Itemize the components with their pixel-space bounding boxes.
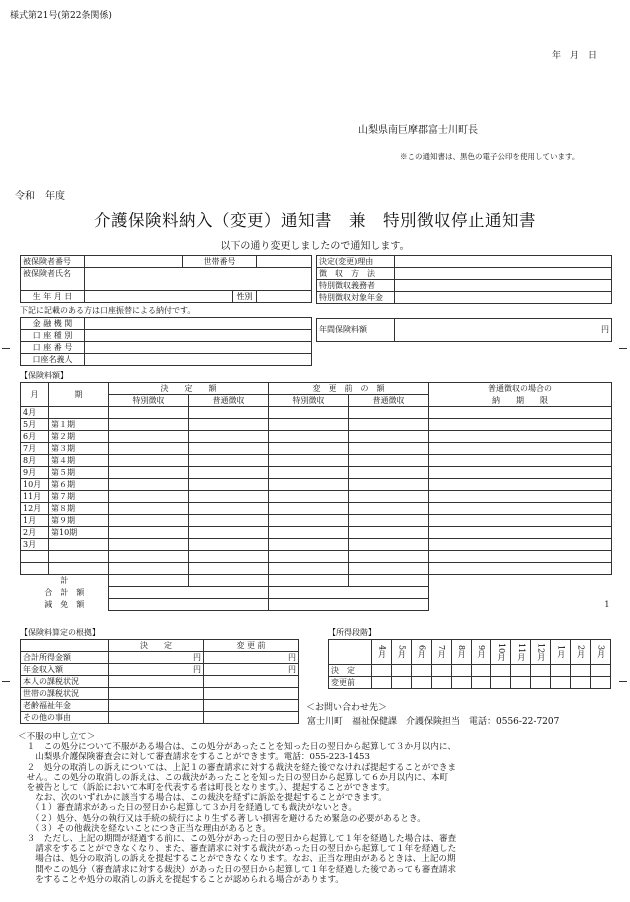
premium-row-cell — [429, 431, 612, 443]
basis-row-label: 老齢福祉年金 — [21, 700, 109, 712]
income-before-cell — [571, 677, 591, 689]
basis-row — [21, 700, 299, 712]
basis-row-unit — [109, 712, 204, 724]
account-number-label: 口 座 番 号 — [21, 342, 85, 354]
annual-premium-unit: 円 — [395, 319, 612, 342]
appeal-note-line: 場合は、処分の取消しの訴えを提起することができなくなります。なお、正当な理由があるときは、上記の期 — [18, 854, 456, 865]
before-normal-header: 普通徴収 — [349, 395, 429, 407]
premium-row — [21, 479, 612, 491]
income-before-cell — [531, 677, 551, 689]
premium-row-cell — [109, 419, 189, 431]
premium-row-period: 第６期 — [49, 479, 109, 491]
premium-row-cell — [189, 479, 269, 491]
premium-row-cell — [269, 407, 349, 419]
premium-row-period: 第７期 — [49, 491, 109, 503]
birth-date-label: 生 年 月 日 — [21, 291, 85, 303]
premium-row-cell — [269, 467, 349, 479]
premium-row-period: 第10期 — [49, 527, 109, 539]
insured-number-label: 被保険者番号 — [21, 256, 85, 268]
premium-row-month: 4月 — [21, 407, 49, 419]
insured-table — [20, 255, 312, 303]
decision-table — [316, 255, 612, 304]
basis-table — [20, 639, 299, 724]
premium-row-cell — [189, 455, 269, 467]
income-before-label: 変更前 — [329, 677, 372, 689]
premium-row-cell — [109, 515, 189, 527]
before-special-header: 特別徴収 — [269, 395, 349, 407]
premium-row-cell — [189, 419, 269, 431]
basis-row-label: 世帯の課税状況 — [21, 688, 109, 700]
premium-row — [21, 419, 612, 431]
month-header: 月 — [21, 383, 49, 407]
income-decided-cell — [511, 665, 531, 677]
contact-heading: ＜お問い合わせ先＞ — [306, 703, 388, 713]
bank-institution-label: 金 融 機 関 — [21, 318, 85, 330]
account-type-label: 口 座 種 別 — [21, 330, 85, 342]
premium-row-cell — [109, 467, 189, 479]
basis-row-unit — [109, 688, 204, 700]
insured-name-label: 被保険者氏名 — [21, 268, 85, 280]
premium-row-cell — [109, 491, 189, 503]
premium-row-cell — [189, 467, 269, 479]
bank-table — [20, 317, 312, 366]
income-decided-cell — [571, 665, 591, 677]
premium-row-cell — [189, 515, 269, 527]
premium-row-cell — [269, 527, 349, 539]
appeal-heading: ＜不服の申し立て＞ — [18, 732, 96, 742]
premium-table — [20, 382, 612, 611]
premium-row-period — [49, 407, 109, 419]
premium-row-cell — [429, 527, 612, 539]
income-month-header — [551, 640, 571, 665]
annual-premium-table — [316, 318, 612, 342]
basis-before-header: 変 更 前 — [204, 640, 299, 652]
premium-row-cell — [429, 419, 612, 431]
premium-row-month: 2月 — [21, 527, 49, 539]
decided-normal-header: 普通徴収 — [189, 395, 269, 407]
premium-row-cell — [349, 527, 429, 539]
premium-row-cell — [189, 407, 269, 419]
premium-row-cell — [429, 443, 612, 455]
income-month-label: 1月 — [556, 645, 566, 659]
appeal-note-line: （２）処分、処分の執行又は手続の続行により生ずる著しい損害を避けるため緊急の必要があるとき。 — [18, 813, 426, 824]
income-before-cell — [551, 677, 571, 689]
basis-row-label: その他の事由 — [21, 712, 109, 724]
income-month-header — [431, 640, 451, 665]
premium-row-month: 7月 — [21, 443, 49, 455]
appeal-note-line: ３ ただし、上記の期間が経過する前に、この処分があった日の翌日から起算して１年を経過した場合は、審査 — [18, 834, 457, 845]
income-month-header — [372, 640, 392, 665]
appeal-note-line: 間やこの処分（審査請求に対する裁決）があった日の翌日から起算して１年を経過した後であっても審査請求 — [18, 864, 457, 875]
appeal-note-line: １ この処分について不服がある場合は、この処分があったことを知った日の翌日から起算して３か月以内に、 — [18, 742, 457, 753]
income-month-header — [451, 640, 471, 665]
income-month-label: 9月 — [476, 645, 486, 659]
income-decided-cell — [531, 665, 551, 677]
income-decided-cell — [551, 665, 571, 677]
bank-note: 下記に記載のある方は口座振替による納付です。 — [20, 306, 196, 315]
issue-date: 年 月 日 — [552, 51, 598, 61]
premium-row-cell — [429, 551, 612, 563]
basis-row-unit: 円 — [109, 664, 204, 676]
premium-row-period: 第８期 — [49, 503, 109, 515]
basis-row-unit — [204, 688, 299, 700]
premium-row-cell — [269, 515, 349, 527]
total-label: 合 計 額 — [21, 587, 109, 599]
premium-row — [21, 431, 612, 443]
appeal-notes — [18, 732, 623, 885]
basis-row-label: 合計所得金額 — [21, 652, 109, 664]
income-before-cell — [431, 677, 451, 689]
basis-row-unit: 円 — [204, 664, 299, 676]
income-before-cell — [491, 677, 511, 689]
income-decided-cell — [431, 665, 451, 677]
premium-row-period — [49, 563, 109, 575]
premium-row-month: 9月 — [21, 467, 49, 479]
premium-row-cell — [349, 455, 429, 467]
appeal-note-line: なお、次のいずれかに該当する場合は、この裁決を経ずに訴訟を提起することができます。 — [18, 793, 387, 804]
income-decided-cell — [471, 665, 491, 677]
before-amount-header: 変 更 前 の 額 — [269, 383, 429, 395]
collection-method-label: 徴 収 方 法 — [317, 268, 395, 280]
premium-row-month: 10月 — [21, 479, 49, 491]
basis-row — [21, 688, 299, 700]
premium-row-period: 第１期 — [49, 419, 109, 431]
income-month-header — [511, 640, 531, 665]
premium-row-cell — [349, 419, 429, 431]
premium-row-period — [49, 539, 109, 551]
premium-row-cell — [189, 491, 269, 503]
basis-row-unit — [204, 712, 299, 724]
premium-row-cell — [269, 455, 349, 467]
premium-row-cell — [269, 551, 349, 563]
contact-detail: 富士川町 福祉保健課 介護保険担当 電話：0556-22-7207 — [307, 717, 560, 727]
basis-row — [21, 676, 299, 688]
appeal-note-line: をすることや処分の取消しの訴えを提起することが認められる場合があります。 — [18, 874, 344, 885]
income-month-label: 3月 — [596, 645, 606, 659]
fold-mark-left-top — [2, 348, 10, 349]
premium-row-cell — [109, 443, 189, 455]
fold-mark-right-top — [619, 348, 627, 349]
income-decided-cell — [491, 665, 511, 677]
basis-row-label: 本人の課税状況 — [21, 676, 109, 688]
special-target-pension-label: 特別徴収対象年金 — [317, 292, 395, 304]
seal-note: ※この通知書は、黒色の電子公印を使用しています。 — [400, 152, 580, 161]
premium-row-cell — [349, 443, 429, 455]
basis-row-unit — [109, 676, 204, 688]
premium-row-cell — [109, 539, 189, 551]
premium-row-period: 第５期 — [49, 467, 109, 479]
sex-label: 性別 — [233, 291, 257, 303]
premium-row-cell — [189, 563, 269, 575]
deadline-header: 納 期 限 — [429, 395, 612, 407]
premium-row-month: 5月 — [21, 419, 49, 431]
decided-special-header: 特別徴収 — [109, 395, 189, 407]
appeal-note-line: （１）審査請求があった日の翌日から起算して３か月を経過しても裁決がないとき。 — [18, 803, 358, 814]
period-header: 期 — [49, 383, 109, 407]
income-section-label: 【所得段階】 — [328, 628, 376, 637]
premium-row — [21, 551, 612, 563]
premium-row-cell — [189, 539, 269, 551]
income-before-cell — [511, 677, 531, 689]
premium-row-cell — [349, 491, 429, 503]
income-month-header — [531, 640, 551, 665]
premium-row — [21, 515, 612, 527]
premium-row-cell — [109, 527, 189, 539]
premium-row-cell — [109, 479, 189, 491]
income-decided-cell — [391, 665, 411, 677]
basis-row-unit — [109, 700, 204, 712]
basis-row — [21, 652, 299, 664]
premium-row-cell — [429, 491, 612, 503]
premium-row-month: 8月 — [21, 455, 49, 467]
premium-row-cell — [429, 515, 612, 527]
income-month-label: 12月 — [536, 642, 546, 662]
premium-row — [21, 491, 612, 503]
income-before-cell — [391, 677, 411, 689]
income-decided-cell — [372, 665, 392, 677]
premium-row — [21, 443, 612, 455]
page-number: 1 — [604, 600, 610, 609]
premium-row-cell — [349, 515, 429, 527]
premium-row-cell — [269, 443, 349, 455]
income-month-label: 11月 — [516, 642, 526, 662]
premium-row-cell — [109, 503, 189, 515]
annual-premium-label: 年間保険料額 — [317, 319, 395, 342]
premium-row-month: 1月 — [21, 515, 49, 527]
income-before-cell — [451, 677, 471, 689]
premium-row-period — [49, 551, 109, 563]
basis-row — [21, 664, 299, 676]
form-number: 様式第21号(第22条関係) — [10, 11, 112, 21]
income-month-header — [571, 640, 591, 665]
premium-row-cell — [189, 551, 269, 563]
premium-row-cell — [349, 467, 429, 479]
income-month-label: 6月 — [417, 645, 427, 659]
premium-row-cell — [349, 551, 429, 563]
premium-row-cell — [109, 407, 189, 419]
premium-row-cell — [269, 491, 349, 503]
income-month-label: 2月 — [576, 645, 586, 659]
income-month-label: 4月 — [377, 645, 387, 659]
premium-row-cell — [349, 479, 429, 491]
premium-row-month: 11月 — [21, 491, 49, 503]
appeal-note-line: 請求をすることができなくなり、また、審査請求に対する裁決があった日の翌日から起算して１年を経過した — [18, 844, 457, 855]
issuer-name: 山梨県南巨摩郡富士川町長 — [358, 125, 478, 136]
appeal-note-line: ２ 処分の取消しの訴えについては、上記１の審査請求に対する裁決を経た後でなければ提起することができま — [18, 762, 457, 773]
income-decided-cell — [411, 665, 431, 677]
premium-row-month: 6月 — [21, 431, 49, 443]
premium-row-cell — [269, 503, 349, 515]
income-month-header — [590, 640, 610, 665]
fold-mark-left-bottom — [2, 681, 10, 682]
income-decided-cell — [590, 665, 610, 677]
premium-row-cell — [189, 431, 269, 443]
premium-row-month: 3月 — [21, 539, 49, 551]
premium-row — [21, 527, 612, 539]
special-obligor-label: 特別徴収義務者 — [317, 280, 395, 292]
basis-row-unit: 円 — [109, 652, 204, 664]
premium-row-cell — [429, 479, 612, 491]
reduction-label: 減 免 額 — [21, 599, 109, 611]
premium-row — [21, 467, 612, 479]
premium-row-cell — [429, 563, 612, 575]
appeal-note-line: せん。この処分の取消しの訴えは、この裁決があったことを知った日の翌日から起算して６か月以内に、本町 — [18, 772, 449, 783]
premium-row-cell — [269, 419, 349, 431]
premium-row-cell — [189, 443, 269, 455]
premium-row-cell — [269, 563, 349, 575]
ordinary-case-header: 普通徴収の場合の — [429, 383, 612, 395]
premium-row-cell — [429, 503, 612, 515]
page-title: 介護保険料納入（変更）通知書 兼 特別徴収停止通知書 — [94, 211, 536, 230]
premium-row-cell — [429, 455, 612, 467]
premium-row-month — [21, 551, 49, 563]
basis-row-unit — [204, 676, 299, 688]
income-before-cell — [372, 677, 392, 689]
basis-row-unit — [204, 700, 299, 712]
basis-row — [21, 712, 299, 724]
household-number-label: 世帯番号 — [183, 256, 257, 268]
subtotal-label: 計 — [21, 575, 109, 587]
premium-row — [21, 563, 612, 575]
premium-row-month — [21, 563, 49, 575]
premium-row-cell — [109, 431, 189, 443]
appeal-note-line: （３）その他裁決を経ないことにつき正当な理由があるとき。 — [18, 823, 271, 834]
premium-row-cell — [429, 467, 612, 479]
income-before-cell — [471, 677, 491, 689]
fold-mark-right-bottom — [619, 681, 627, 682]
premium-row-period: 第２期 — [49, 431, 109, 443]
premium-row-period: 第３期 — [49, 443, 109, 455]
premium-row-cell — [269, 539, 349, 551]
appeal-note-line: を被告として（訴訟において本町を代表する者は町長となります。）、提起することができます。 — [18, 783, 395, 794]
income-month-header — [491, 640, 511, 665]
income-month-header — [411, 640, 431, 665]
premium-row-cell — [349, 563, 429, 575]
income-month-label: 10月 — [496, 642, 506, 662]
premium-row-cell — [109, 563, 189, 575]
premium-section-label: 【保険料額】 — [20, 371, 68, 380]
premium-row-cell — [109, 455, 189, 467]
premium-row-month: 12月 — [21, 503, 49, 515]
premium-row — [21, 503, 612, 515]
premium-row-cell — [349, 407, 429, 419]
premium-row-cell — [349, 539, 429, 551]
premium-row-period: 第９期 — [49, 515, 109, 527]
income-month-label: 5月 — [397, 645, 407, 659]
fiscal-year: 令和 年度 — [15, 191, 65, 202]
appeal-note-line: 山梨県介護保険審査会に対して審査請求をすることができます。電話：055-223-1453 — [18, 752, 370, 763]
income-month-label: 7月 — [437, 645, 447, 659]
income-decided-cell — [451, 665, 471, 677]
income-before-cell — [411, 677, 431, 689]
basis-decided-header: 決 定 — [109, 640, 204, 652]
basis-section-label: 【保険料算定の根拠】 — [20, 628, 100, 637]
income-before-cell — [590, 677, 610, 689]
income-month-header — [471, 640, 491, 665]
premium-row — [21, 455, 612, 467]
premium-row-cell — [269, 431, 349, 443]
premium-row-cell — [189, 503, 269, 515]
page-subtitle: 以下の通り変更しましたので通知します。 — [220, 241, 410, 252]
account-holder-label: 口座名義人 — [21, 354, 85, 366]
decided-amount-header: 決 定 額 — [109, 383, 269, 395]
premium-row-cell — [429, 539, 612, 551]
basis-row-label: 年金収入額 — [21, 664, 109, 676]
premium-row-cell — [189, 527, 269, 539]
premium-row — [21, 539, 612, 551]
income-month-label: 8月 — [457, 645, 467, 659]
income-month-header — [391, 640, 411, 665]
decision-reason-label: 決定(変更)理由 — [317, 256, 395, 268]
premium-row-period: 第４期 — [49, 455, 109, 467]
premium-row-cell — [109, 551, 189, 563]
income-decided-label: 決 定 — [329, 665, 372, 677]
basis-row-unit: 円 — [204, 652, 299, 664]
premium-row — [21, 407, 612, 419]
income-stage-table — [328, 639, 611, 689]
premium-row-cell — [429, 407, 612, 419]
premium-row-cell — [269, 479, 349, 491]
premium-row-cell — [349, 503, 429, 515]
premium-row-cell — [349, 431, 429, 443]
